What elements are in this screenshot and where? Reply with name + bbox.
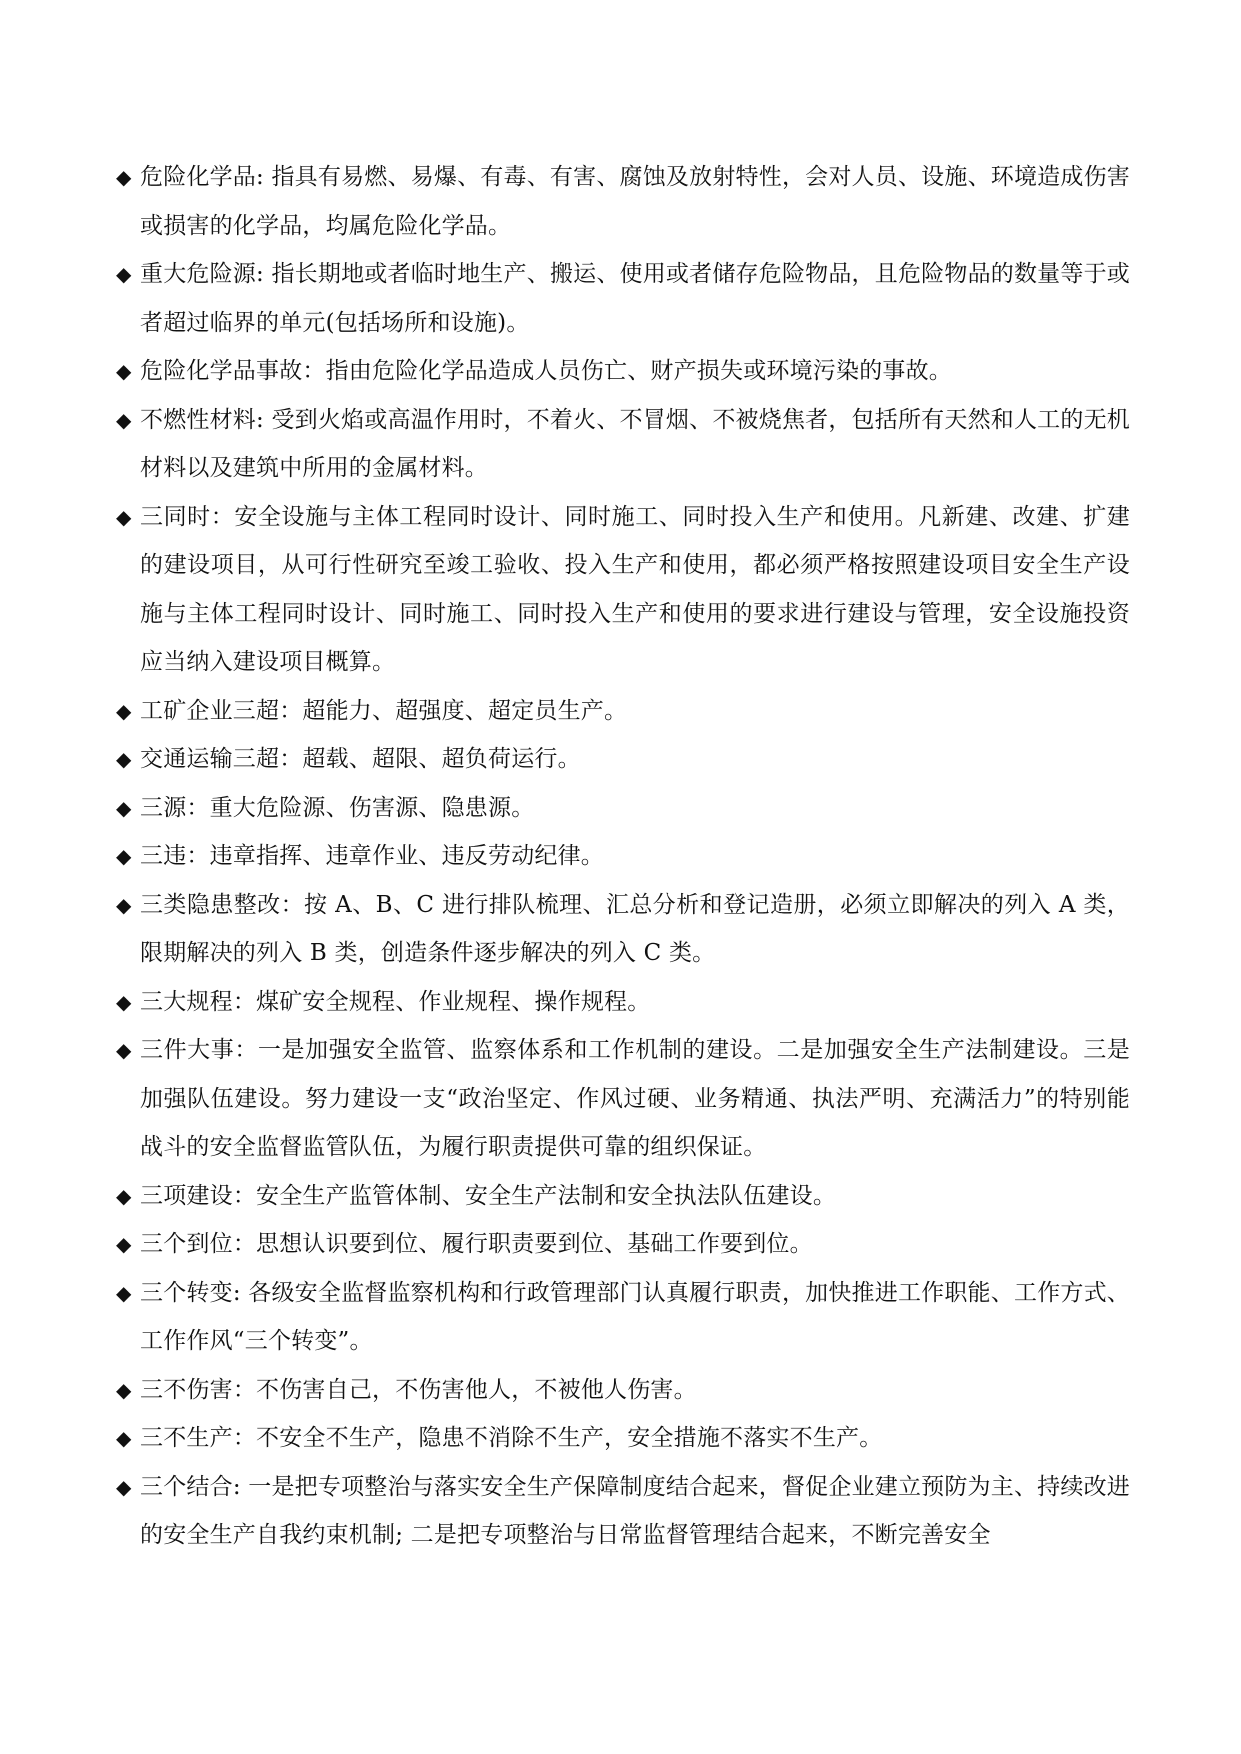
term-separator: : <box>256 406 272 433</box>
diamond-bullet-icon: ◆ <box>116 407 132 432</box>
term-label: 三项建设 <box>140 1182 233 1209</box>
definition-text: 不伤害自己，不伤害他人，不被他人伤害。 <box>256 1376 697 1403</box>
term-label: 交通运输三超 <box>140 746 280 772</box>
diamond-bullet-icon: ◆ <box>116 262 132 286</box>
diamond-bullet-icon: ◆ <box>116 165 132 189</box>
term-separator: ： <box>279 746 303 772</box>
definitions-list <box>116 153 1130 1560</box>
definition-text: 一是把专项整治与落实安全生产保障制度结合起来，督促企业建立预防为主、持续改进的安全生产自我约束机制; 二是把专项整治与日常监督管理结合起来，不断完善安全 <box>140 1473 1130 1548</box>
list-item <box>116 396 1130 493</box>
list-item <box>116 1366 1130 1415</box>
definition-text: 受到火焰或高温作用时，不着火、不冒烟、不被烧焦者，包括所有天然和人工的无机材料以及建筑中所用的金属材料。 <box>140 406 1130 481</box>
definition-text: 违章指挥、违章作业、违反劳动纪律。 <box>209 843 605 869</box>
list-item <box>116 784 1130 833</box>
list-item <box>116 1026 1130 1172</box>
term-label: 三个结合 <box>140 1473 233 1500</box>
term-separator: ： <box>234 1037 258 1063</box>
definition-text: 不安全不生产，隐患不消除不生产，安全措施不落实不生产。 <box>256 1425 883 1451</box>
diamond-bullet-icon: ◆ <box>116 1038 132 1062</box>
definition-text: 煤矿安全规程、作业规程、操作规程。 <box>256 988 651 1015</box>
list-item <box>116 832 1130 881</box>
diamond-bullet-icon: ◆ <box>116 892 132 917</box>
definition-text: 重大危险源、伤害源、隐患源。 <box>209 794 535 821</box>
list-item <box>116 1220 1130 1269</box>
list-item <box>116 153 1130 250</box>
definition-text: 指由危险化学品造成人员伤亡、财产损失或环境污染的事故。 <box>325 358 953 384</box>
diamond-bullet-icon: ◆ <box>116 1280 132 1305</box>
diamond-bullet-icon: ◆ <box>116 1183 132 1208</box>
definition-text: 各级安全监督监察机构和行政管理部门认真履行职责，加快推进工作职能、工作方式、工作作风“三个转变”。 <box>140 1279 1130 1354</box>
definition-text: 一是加强安全监管、监察体系和工作机制的建设。二是加强安全生产法制建设。三是加强队伍建设。努力建设一支“政治坚定、作风过硬、业务精通、执法严明、充满活力”的特别能战斗的安全监督监管队伍，为履行职责提供可靠的组织保证。 <box>140 1037 1131 1160</box>
list-item <box>116 1463 1130 1560</box>
definition-text: 超能力、超强度、超定员生产。 <box>302 697 628 724</box>
term-label: 三不生产 <box>140 1425 233 1451</box>
list-item <box>116 493 1130 687</box>
term-label: 三个到位 <box>140 1231 233 1257</box>
diamond-bullet-icon: ◆ <box>116 795 132 820</box>
definition-text: 按 A、B、C 进行排队梳理、汇总分析和登记造册，必须立即解决的列入 A 类，限期解决的列入 B 类，创造条件逐步解决的列入 C 类。 <box>140 891 1131 966</box>
term-separator: : <box>232 1279 249 1306</box>
definition-text: 指长期地或者临时地生产、搬运、使用或者储存危险物品，且危险物品的数量等于或者超过临界的单元(包括场所和设施)。 <box>140 261 1130 336</box>
term-label: 危险化学品事故 <box>140 358 303 384</box>
term-label: 三个转变 <box>140 1279 233 1306</box>
diamond-bullet-icon: ◆ <box>116 504 132 529</box>
list-item <box>116 347 1130 396</box>
definition-text: 思想认识要到位、履行职责要到位、基础工作要到位。 <box>256 1231 813 1257</box>
diamond-bullet-icon: ◆ <box>116 747 132 771</box>
list-item <box>116 881 1130 978</box>
diamond-bullet-icon: ◆ <box>116 698 132 723</box>
definition-text: 指具有易燃、易爆、有毒、有害、腐蚀及放射特性，会对人员、设施、环境造成伤害或损害的化学品，均属危险化学品。 <box>140 164 1130 239</box>
term-separator: ： <box>302 358 326 384</box>
term-label: 三类隐患整改 <box>140 891 281 918</box>
list-item <box>116 978 1130 1027</box>
diamond-bullet-icon: ◆ <box>116 1474 132 1499</box>
list-item <box>116 735 1130 784</box>
definition-text: 超载、超限、超负荷运行。 <box>302 746 581 772</box>
term-label: 危险化学品 <box>140 164 257 190</box>
list-item <box>116 1414 1130 1463</box>
term-separator: : <box>256 164 272 190</box>
term-separator: ： <box>280 891 305 918</box>
term-separator: ： <box>186 794 210 821</box>
list-item <box>116 687 1130 736</box>
term-label: 三违 <box>140 843 187 869</box>
term-label: 不燃性材料 <box>140 406 257 433</box>
definition-text: 安全生产监管体制、安全生产法制和安全执法队伍建设。 <box>256 1182 837 1209</box>
term-label: 三同时 <box>140 503 211 530</box>
term-label: 工矿企业三超 <box>140 697 280 724</box>
diamond-bullet-icon: ◆ <box>116 1426 132 1450</box>
definition-text: 安全设施与主体工程同时设计、同时施工、同时投入生产和使用。凡新建、改建、扩建的建设项目，从可行性研究至竣工验收、投入生产和使用，都必须严格按照建设项目安全生产设施与主体工程同时设计、同时施工、同时投入生产和使用的要求进行建设与管理，安全设施投资应当纳入建设项目概算。 <box>140 503 1131 675</box>
list-item <box>116 250 1130 347</box>
term-label: 三大规程 <box>140 988 233 1015</box>
term-separator: ： <box>232 1231 257 1257</box>
term-separator: ： <box>232 988 257 1015</box>
list-item <box>116 1269 1130 1366</box>
term-separator: ： <box>279 697 303 724</box>
diamond-bullet-icon: ◆ <box>116 989 132 1014</box>
diamond-bullet-icon: ◆ <box>116 844 132 868</box>
term-separator: ： <box>232 1182 257 1209</box>
diamond-bullet-icon: ◆ <box>116 1377 132 1402</box>
diamond-bullet-icon: ◆ <box>116 359 132 383</box>
diamond-bullet-icon: ◆ <box>116 1232 132 1256</box>
term-label: 三件大事 <box>140 1037 235 1063</box>
term-separator: : <box>256 261 272 287</box>
term-separator: : <box>232 1473 249 1500</box>
list-item <box>116 1172 1130 1221</box>
term-separator: ： <box>232 1376 257 1403</box>
term-separator: ： <box>210 503 235 530</box>
term-separator: ： <box>232 1425 257 1451</box>
term-separator: ： <box>186 843 210 869</box>
term-label: 三不伤害 <box>140 1376 233 1403</box>
term-label: 重大危险源 <box>140 261 257 287</box>
term-label: 三源 <box>140 794 187 821</box>
